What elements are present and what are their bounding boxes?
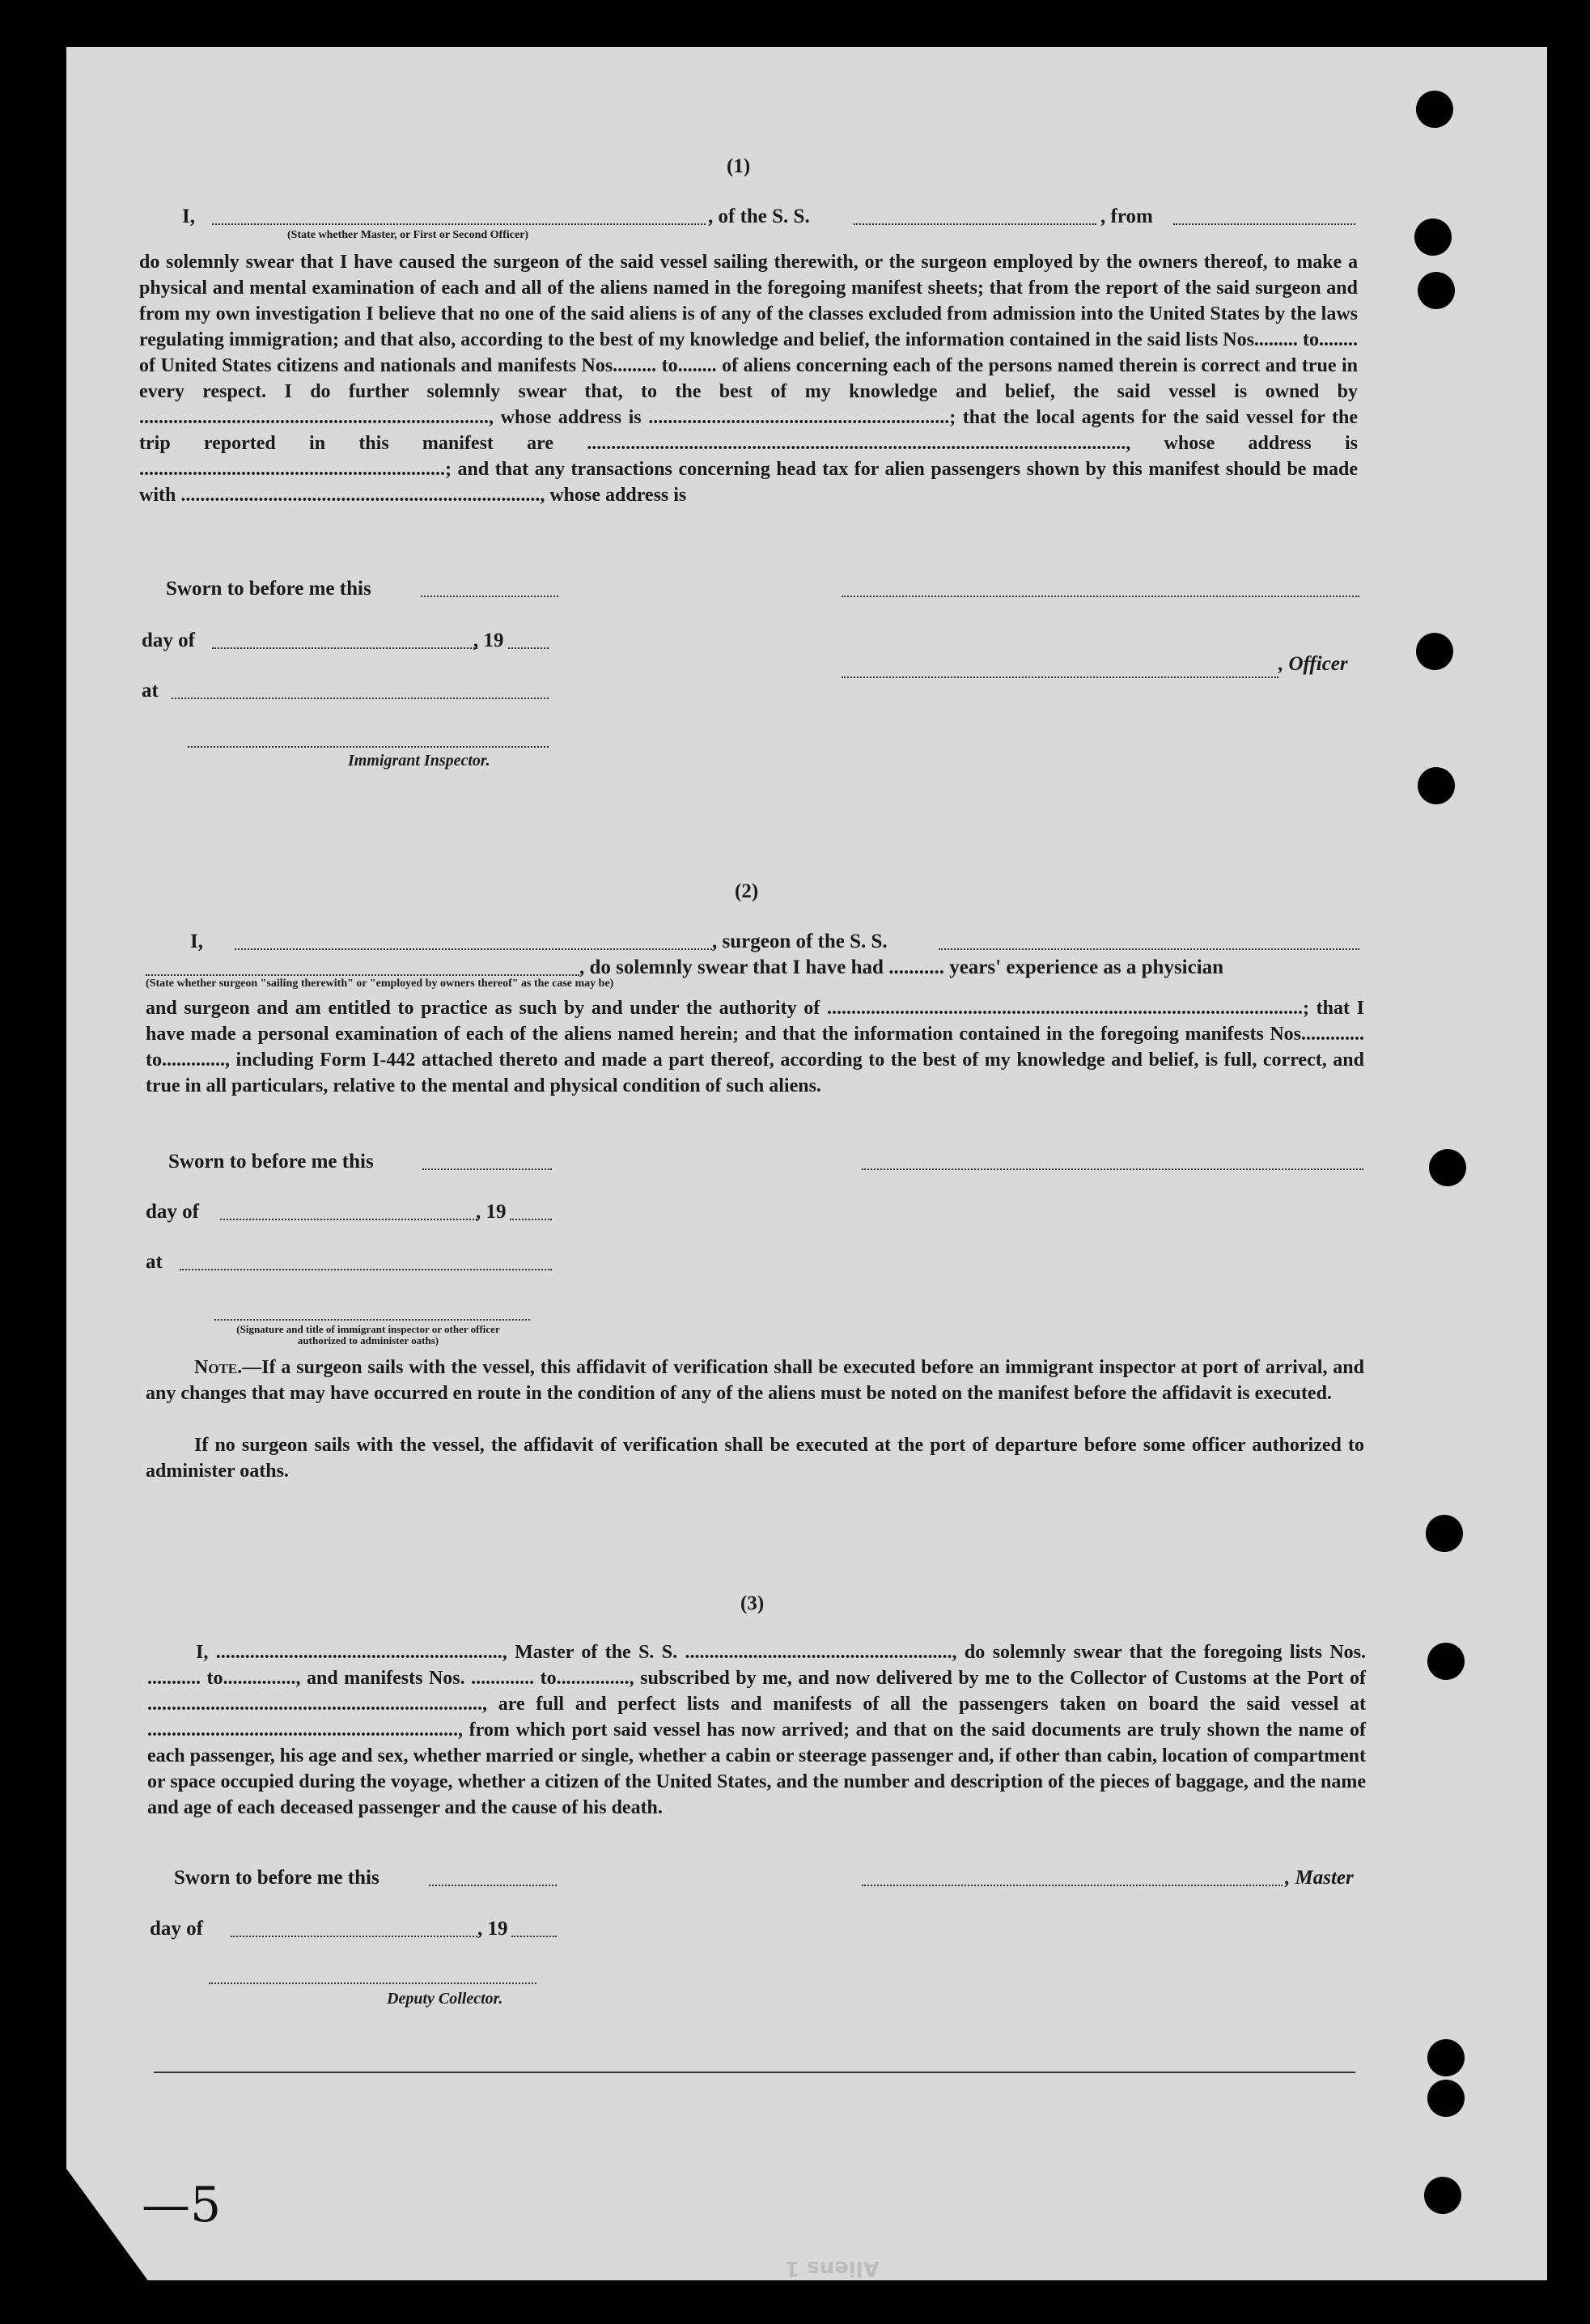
punch-hole — [1416, 91, 1453, 128]
section-2-surgeon-of: , surgeon of the S. S. — [712, 931, 888, 952]
section-1-day-of: day of — [142, 630, 195, 651]
handwritten-mark: —5 — [142, 2177, 222, 2233]
section-3-day-of: day of — [150, 1918, 203, 1940]
section-1-nineteen: , 19 — [473, 630, 504, 651]
section-2-day-of: day of — [146, 1201, 199, 1223]
punch-hole — [1414, 218, 1452, 256]
field-year-2[interactable] — [510, 1219, 552, 1220]
field-surgeon-name[interactable] — [235, 948, 712, 950]
bottom-stamp: Aliens 1 — [785, 2256, 880, 2280]
field-officer-signature[interactable] — [842, 596, 1359, 597]
section-1-of-ss: , of the S. S. — [708, 206, 810, 227]
punch-hole — [1427, 2039, 1465, 2076]
section-2-i: I, — [190, 931, 203, 952]
section-1-at: at — [142, 680, 159, 702]
section-2-sig-note: (Signature and title of immigrant inspector or other officer authorized to administer oaths) — [236, 1323, 500, 1346]
section-3-body: I, ..........................................................., Master of the S. S. ......................................................., do solemnly swear that the foregoing lists Nos. ........... to..............., and manifests Nos. ............. to..............., subscribed by me, and now delivered by me to the Collector of Customs at the Port of ....................................................................., are full and perfect lists and manifests of all the passengers taken on board the said vessel at ................................................................, from which port said vessel has now arrived; and that on the said documents are truly shown the name of each passenger, his age and sex, whether married or single, whether a cabin or steerage passenger and, if other than cabin, location of compartment or space occupied during the voyage, whether a citizen of the United States, and the number and description of the pieces of baggage, and the name and age of each deceased passenger and the cause of his death. — [147, 1642, 1366, 1818]
note-label: Note. — [194, 1357, 243, 1378]
field-day-of-3[interactable] — [231, 1936, 477, 1937]
section-2-body: and surgeon and am entitled to practice as such by and under the authority of ..................................................................................................; that I have made a personal examination of each of the aliens named herein; and that the information contained in the foregoing manifests Nos............. to............., including Form I-442 attached thereto and made a part thereof, according to the best of my knowledge and belief, is full, correct, and true in all particulars, relative to the mental and physical condition of such aliens. — [146, 998, 1364, 1096]
section-2-at: at — [146, 1251, 163, 1273]
field-at-2[interactable] — [180, 1269, 552, 1270]
section-2-nineteen: , 19 — [476, 1201, 507, 1223]
punch-hole — [1426, 1515, 1463, 1552]
section-1-body: do solemnly swear that I have caused the surgeon of the said vessel sailing therewith, or the surgeon employed by the owners thereof, to make a physical and mental examination of each and all of the aliens named in the foregoing manifest sheets; that from the report of the said surgeon and from my own investigation I believe that no one of the said aliens is of any of the classes excluded from admission into the United States by the laws regulating immigration; and that also, according to the best of my knowledge and belief, the information contained in the said lists Nos......... to........ of United States citizens and nationals and manifests Nos......... to........ of aliens concerning each of the persons named therein is correct and true in every respect. I do further solemnly swear that, to the best of my knowledge and belief, the said vessel is owned by ........................................................................, whose address is ..............................................................; that the local agents for the said vessel for the trip reported in this manifest are ..............................................................................................................., whose address is ...............................................................; and that any transactions concerning head tax for alien passengers shown by this manifest should be made with .........................................................................., whose address is — [139, 252, 1358, 506]
note-body-1: —If a surgeon sails with the vessel, this affidavit of verification shall be executed before an immigrant inspector at port of arrival, and any changes that may have occurred en route in the condition of any of the aliens must be noted on the manifest before the affidavit is executed. — [146, 1357, 1364, 1404]
section-1-i: I, — [182, 206, 195, 227]
section-1-sworn: Sworn to before me this — [166, 578, 371, 600]
section-2-note-paragraph — [146, 1355, 1364, 1406]
section-2-sworn: Sworn to before me this — [168, 1151, 374, 1173]
field-day-of-2[interactable] — [220, 1219, 477, 1220]
field-inspector-signature[interactable] — [188, 746, 549, 748]
field-sworn-date-3[interactable] — [429, 1885, 557, 1886]
punch-hole — [1427, 2080, 1465, 2117]
field-surgeon-status[interactable] — [146, 974, 579, 976]
punch-hole — [1418, 767, 1455, 804]
punch-hole — [1424, 2177, 1461, 2214]
punch-hole — [1429, 1149, 1466, 1186]
section-1-officer: , Officer — [1278, 653, 1348, 675]
field-from-port[interactable] — [1173, 223, 1355, 225]
field-surgeon-signature[interactable] — [862, 1168, 1363, 1170]
section-3-sworn: Sworn to before me this — [174, 1867, 379, 1889]
field-surgeon-vessel[interactable] — [939, 948, 1359, 950]
section-1-note: (State whether Master, or First or Second Officer) — [287, 229, 529, 241]
field-at-1[interactable] — [172, 698, 549, 699]
punch-hole — [1416, 633, 1453, 670]
punch-hole — [1418, 272, 1455, 309]
field-master-signature[interactable] — [862, 1885, 1283, 1886]
field-sworn-date-2[interactable] — [422, 1168, 552, 1170]
section-2-note-paragraph-2: If no surgeon sails with the vessel, the affidavit of verification shall be executed at the port of departure before some officer authorized to administer oaths. — [146, 1435, 1364, 1482]
field-collector-signature[interactable] — [209, 1983, 536, 1984]
section-3-master: , Master — [1285, 1867, 1354, 1889]
field-officer-name[interactable] — [212, 223, 706, 225]
field-year-3[interactable] — [511, 1936, 557, 1937]
bottom-rule — [154, 2072, 1355, 2073]
field-vessel-name[interactable] — [854, 223, 1096, 225]
field-officer-line[interactable] — [842, 676, 1278, 678]
punch-hole — [1427, 1643, 1465, 1680]
section-1-inspector: Immigrant Inspector. — [348, 752, 490, 770]
field-inspector-signature-2[interactable] — [214, 1319, 530, 1321]
field-year-1[interactable] — [508, 647, 549, 649]
section-2-note: (State whether surgeon "sailing therewith" or "employed by owners thereof" as the case may be) — [146, 978, 614, 990]
field-sworn-date-1[interactable] — [421, 596, 558, 597]
section-3-nineteen: , 19 — [477, 1918, 508, 1940]
section-1-number: (1) — [727, 155, 751, 177]
section-2-number: (2) — [735, 880, 759, 902]
section-3-number: (3) — [740, 1592, 765, 1614]
section-2-line2: , do solemnly swear that I have had ........... years' experience as a physician — [579, 956, 1224, 978]
section-3-collector: Deputy Collector. — [387, 1990, 503, 2008]
field-day-of-1[interactable] — [212, 647, 477, 649]
section-1-from: , from — [1100, 206, 1153, 227]
